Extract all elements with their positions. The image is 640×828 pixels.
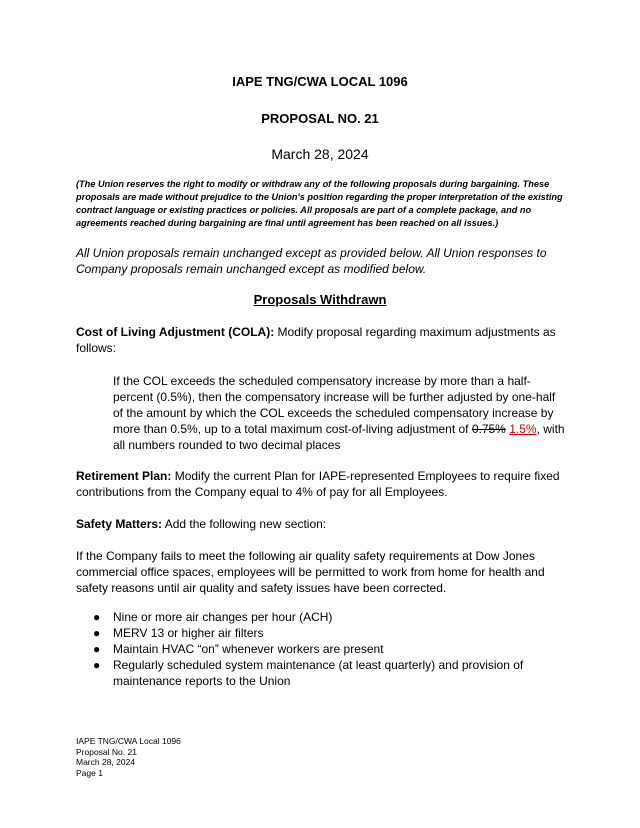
- bullet-icon: ●: [93, 626, 101, 640]
- deleted-text: 0.75%: [471, 422, 506, 436]
- cola-quote: [113, 373, 568, 453]
- intro-paragraph: All Union proposals remain unchanged except as provided below. All Union responses to Company proposals remain unchanged except as modified below.: [76, 246, 547, 276]
- list-item: [76, 625, 576, 641]
- cola-paragraph: [76, 324, 566, 356]
- footer-line: IAPE TNG/CWA Local 1096: [76, 736, 181, 746]
- list-item-text: Maintain HVAC “on” whenever workers are present: [113, 642, 384, 656]
- inserted-text: 1.5%: [509, 422, 537, 436]
- retirement-label: Retirement Plan:: [76, 469, 172, 483]
- bullet-icon: ●: [93, 658, 101, 672]
- footer-line: March 28, 2024: [76, 757, 136, 767]
- list-item-text: Nine or more air changes per hour (ACH): [113, 610, 333, 624]
- section-heading: Proposals Withdrawn: [253, 292, 387, 307]
- list-item-text: Regularly scheduled system maintenance (at least quarterly) and provision of maintenance reports to the Union: [113, 658, 524, 688]
- cola-label: Cost of Living Adjustment (COLA):: [76, 325, 275, 339]
- document-date: March 28, 2024: [271, 146, 369, 162]
- safety-paragraph: [76, 516, 566, 532]
- disclaimer: (The Union reserves the right to modify or withdraw any of the following proposals during bargaining. These proposals are made without prejudice to the Union's position regarding the proper interpretation of the existing contract language or existing practices or policies. All proposals are part of a complete package, and no agreements reached during bargaining are final until agreement has been reached on all issues.): [76, 179, 563, 228]
- cola-quote-before: If the COL exceeds the scheduled compensatory increase by more than a half-percent (0.5%), then the compensatory increase will be further adjusted by one-half of the amount by which the COL exceeds the scheduled compensatory increase by more than 0.5%, up to a total maximum cost-of-living adjustment of: [113, 374, 556, 436]
- page-footer: [76, 736, 181, 778]
- list-item: [76, 657, 576, 689]
- retirement-text: Modify the current Plan for IAPE-represented Employees to require fixed contributions from the Company equal to 4% of pay for all Employees.: [76, 469, 560, 499]
- list-item: [76, 609, 576, 625]
- bullet-icon: ●: [93, 642, 101, 656]
- bullet-icon: ●: [93, 610, 101, 624]
- retirement-paragraph: [76, 468, 566, 500]
- safety-text: Add the following new section:: [162, 517, 327, 531]
- list-item: [76, 641, 576, 657]
- cola-quote-after: , with all numbers rounded to two decimal places: [113, 422, 565, 452]
- footer-line: Proposal No. 21: [76, 746, 137, 757]
- safety-body: If the Company fails to meet the following air quality safety requirements at Dow Jones commercial office spaces, employees will be permitted to work from home for health and safety reasons until air quality and safety issues have been corrected.: [76, 549, 545, 595]
- safety-requirements-list: [76, 609, 576, 689]
- footer-page-number: Page 1: [76, 767, 103, 778]
- cola-text: Modify proposal regarding maximum adjustments as follows:: [76, 325, 556, 355]
- safety-label: Safety Matters:: [76, 517, 163, 531]
- document-title: IAPE TNG/CWA LOCAL 1096: [232, 74, 408, 89]
- list-item-text: MERV 13 or higher air filters: [113, 626, 264, 640]
- proposal-number: PROPOSAL NO. 21: [261, 111, 379, 126]
